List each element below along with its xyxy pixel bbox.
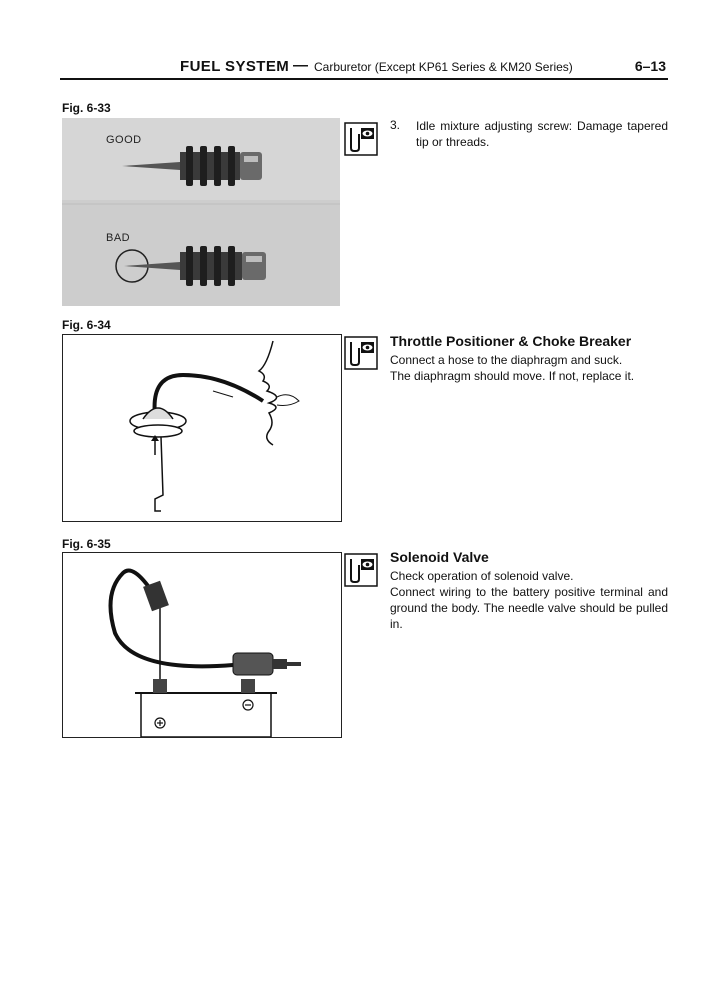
header-rule	[60, 78, 668, 80]
section-heading: Throttle Positioner & Choke Breaker	[390, 333, 632, 349]
inspect-icon	[344, 122, 378, 156]
inspect-icon	[344, 336, 378, 370]
diaphragm-suction-illustration	[63, 335, 341, 521]
section-heading: Solenoid Valve	[390, 549, 489, 565]
figure-6-35	[62, 552, 342, 738]
page-header	[180, 56, 670, 78]
section-line: Connect wiring to the battery positive terminal and ground the body. The needle valve should be pulled in.	[390, 585, 668, 631]
section-title: FUEL SYSTEM	[180, 58, 290, 75]
solenoid-valve-section	[390, 548, 668, 632]
step-number: 3.	[390, 118, 401, 132]
screw-photo-illustration	[62, 118, 340, 306]
figure-label: Fig. 6-33	[62, 101, 111, 115]
section-line: Check operation of solenoid valve.	[390, 569, 574, 583]
figure-6-34	[62, 334, 342, 522]
figure-photo-6-33	[62, 118, 340, 306]
good-caption: GOOD	[106, 134, 142, 146]
figure-label: Fig. 6-34	[62, 318, 111, 332]
section-line: The diaphragm should move. If not, replace it.	[390, 369, 635, 383]
section-subtitle: Carburetor (Except KP61 Series & KM20 Series)	[314, 60, 573, 74]
throttle-positioner-section	[390, 332, 668, 384]
page-number: 6–13	[634, 58, 666, 74]
figure-label: Fig. 6-35	[62, 537, 111, 551]
section-line: Connect a hose to the diaphragm and suck.	[390, 353, 623, 367]
header-dash: —	[293, 57, 308, 74]
solenoid-valve-illustration	[63, 553, 341, 737]
bad-caption: BAD	[106, 232, 131, 244]
inspect-icon	[344, 553, 378, 587]
step-text: Idle mixture adjusting screw: Damage tapered tip or threads.	[416, 119, 668, 149]
